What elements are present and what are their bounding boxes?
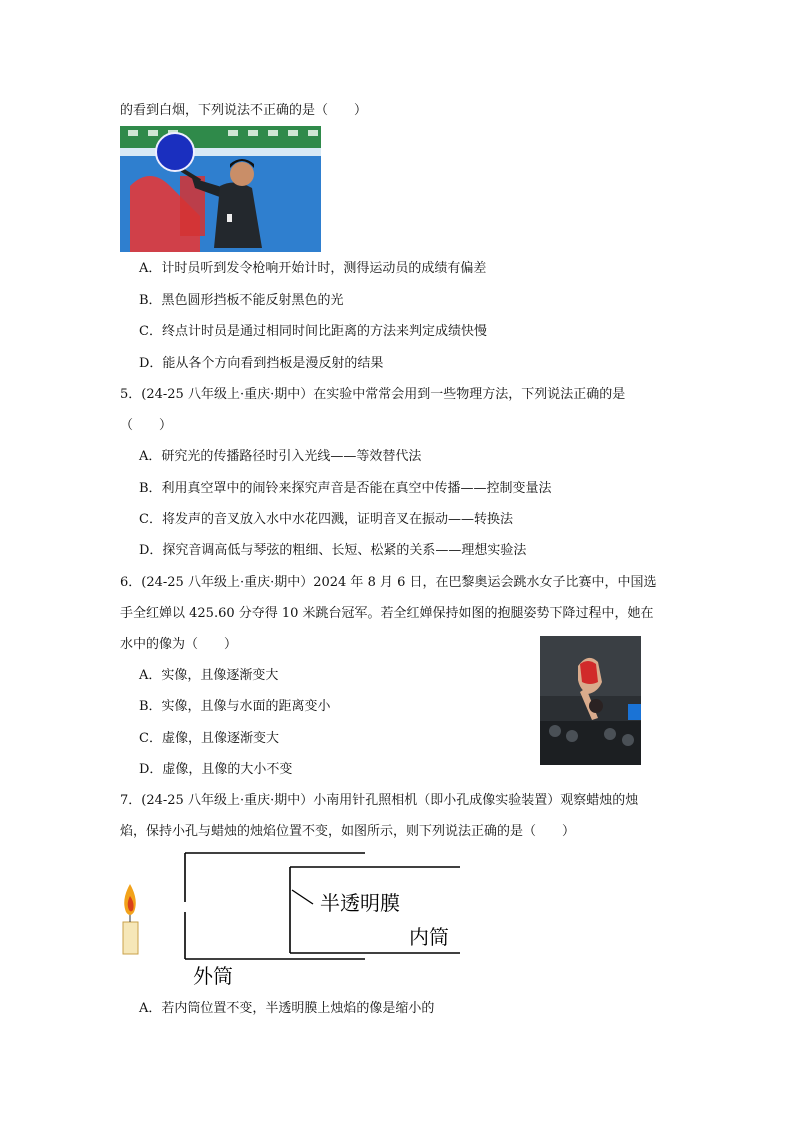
q6-stem-line2: 手全红婵以 425.60 分夺得 10 米跳台冠军。若全红婵保持如图的抱腿姿势下降过程中，她在: [120, 606, 654, 621]
q7-stem-line1: 7．(24-25 八年级上·重庆·期中）小南用针孔照相机（即小孔成像实验装置）观察蜡烛的烛: [120, 793, 639, 808]
q6-option-c: C．虚像，且像逐渐变大: [139, 731, 279, 746]
q5-option-b: B．利用真空罩中的闹铃来探究声音是否能在真空中传播——控制变量法: [139, 481, 552, 496]
timer-photo: [120, 126, 321, 252]
q6-stem-line3: 水中的像为（ ）: [120, 637, 238, 652]
q6-option-d: D．虚像，且像的大小不变: [139, 762, 293, 777]
q5-stem-line2: （ ）: [120, 418, 173, 433]
diver-photo: [540, 636, 641, 765]
outer-tube-label: 外筒: [193, 964, 233, 988]
membrane-label: 半透明膜: [320, 891, 400, 915]
q7-option-a: A．若内筒位置不变，半透明膜上烛焰的像是缩小的: [139, 1001, 435, 1016]
q4-option-d: D．能从各个方向看到挡板是漫反射的结果: [139, 356, 384, 371]
q5-option-d: D．探究音调高低与琴弦的粗细、长短、松紧的关系——理想实验法: [139, 543, 527, 558]
q7-stem-line2: 焰，保持小孔与蜡烛的烛焰位置不变，如图所示，则下列说法正确的是（ ）: [120, 824, 576, 839]
pinhole-camera-diagram: [115, 850, 465, 990]
q6-stem-line1: 6．(24-25 八年级上·重庆·期中）2024 年 8 月 6 日，在巴黎奥运会跳水女子比赛中，中国选: [120, 575, 657, 590]
membrane-pointer: [292, 890, 313, 904]
q5-stem-line1: 5．(24-25 八年级上·重庆·期中）在实验中常常会用到一些物理方法，下列说法正确的是: [120, 387, 626, 402]
q6-option-b: B．实像，且像与水面的距离变小: [139, 699, 331, 714]
q4-stem-tail: 的看到白烟，下列说法不正确的是（ ）: [120, 103, 368, 118]
q5-option-c: C．将发声的音叉放入水中水花四溅，证明音叉在振动——转换法: [139, 512, 513, 527]
q5-option-a: A．研究光的传播路径时引入光线——等效替代法: [139, 449, 422, 464]
q4-option-c: C．终点计时员是通过相同时间比距离的方法来判定成绩快慢: [139, 324, 487, 339]
candle-icon: [123, 884, 138, 954]
inner-tube-label: 内筒: [409, 925, 449, 949]
q6-option-a: A．实像，且像逐渐变大: [139, 668, 279, 683]
q4-option-b: B．黑色圆形挡板不能反射黑色的光: [139, 293, 344, 308]
q4-option-a: A．计时员听到发令枪响开始计时，测得运动员的成绩有偏差: [139, 261, 487, 276]
